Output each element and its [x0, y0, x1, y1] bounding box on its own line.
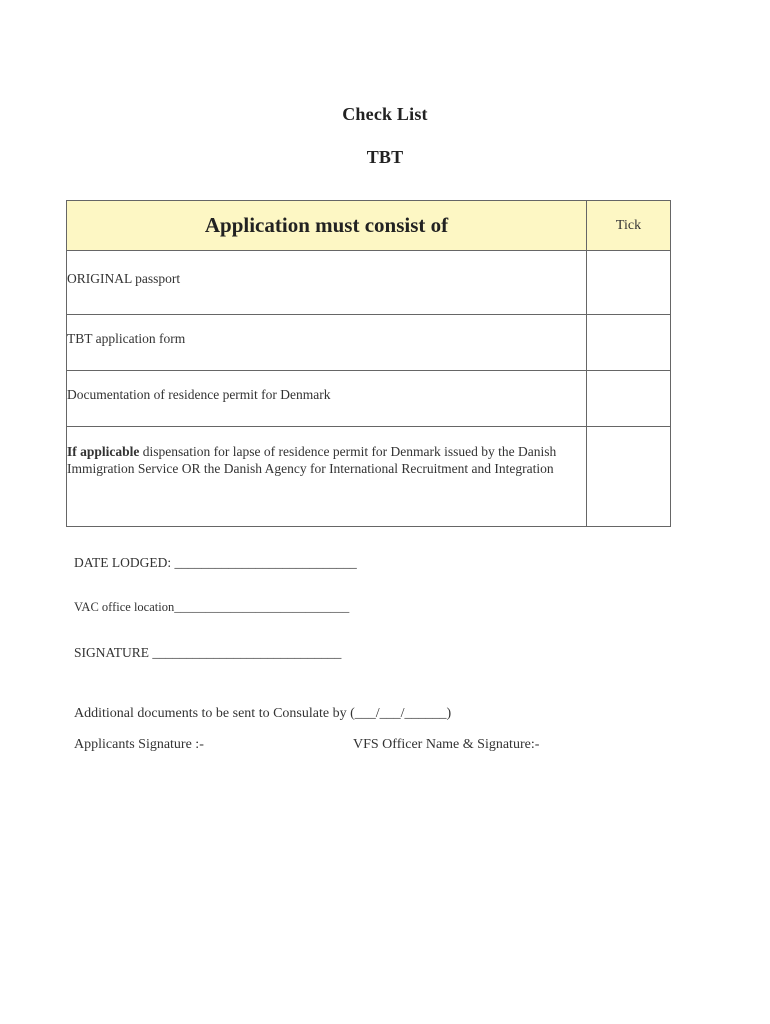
document-title: Check List: [342, 104, 428, 124]
table-row: [67, 371, 671, 427]
header-requirements: Application must consist of: [67, 201, 587, 251]
tick-box[interactable]: [587, 371, 671, 427]
vfs-officer-signature-label: VFS Officer Name & Signature:-: [353, 737, 540, 752]
tick-box[interactable]: [587, 315, 671, 371]
applicant-signature-label: Applicants Signature :-: [74, 737, 204, 752]
item-residence-permit: [67, 371, 587, 427]
table-row: [67, 251, 671, 315]
table-header-row: [67, 201, 671, 251]
item-dispensation: [67, 427, 587, 527]
item-lead: If applicable: [67, 444, 140, 459]
header-tick: Tick: [587, 201, 671, 251]
document-subtitle: TBT: [366, 147, 404, 167]
table-row: [67, 427, 671, 527]
tick-box[interactable]: [587, 251, 671, 315]
item-text: TBT application form: [67, 331, 186, 347]
item-text: Documentation of residence permit for Denmark: [67, 387, 331, 403]
date-lodged-field[interactable]: DATE LODGED: ___________________________: [74, 555, 357, 570]
vac-office-location-field[interactable]: VAC office location____________________________: [74, 600, 350, 614]
tick-box[interactable]: [587, 427, 671, 527]
signature-field[interactable]: SIGNATURE ____________________________: [74, 645, 342, 660]
item-text: dispensation for lapse of residence permit for Denmark issued by the Danish Immigration Service OR the Danish Agency for International Recruitment and Integration: [67, 444, 557, 476]
additional-documents-date-field[interactable]: Additional documents to be sent to Consulate by (___/___/______): [74, 706, 452, 721]
item-application-form: [67, 315, 587, 371]
item-text: ORIGINAL passport: [67, 271, 181, 287]
checklist-table: [66, 200, 671, 527]
item-original-passport: [67, 251, 587, 315]
table-row: [67, 315, 671, 371]
